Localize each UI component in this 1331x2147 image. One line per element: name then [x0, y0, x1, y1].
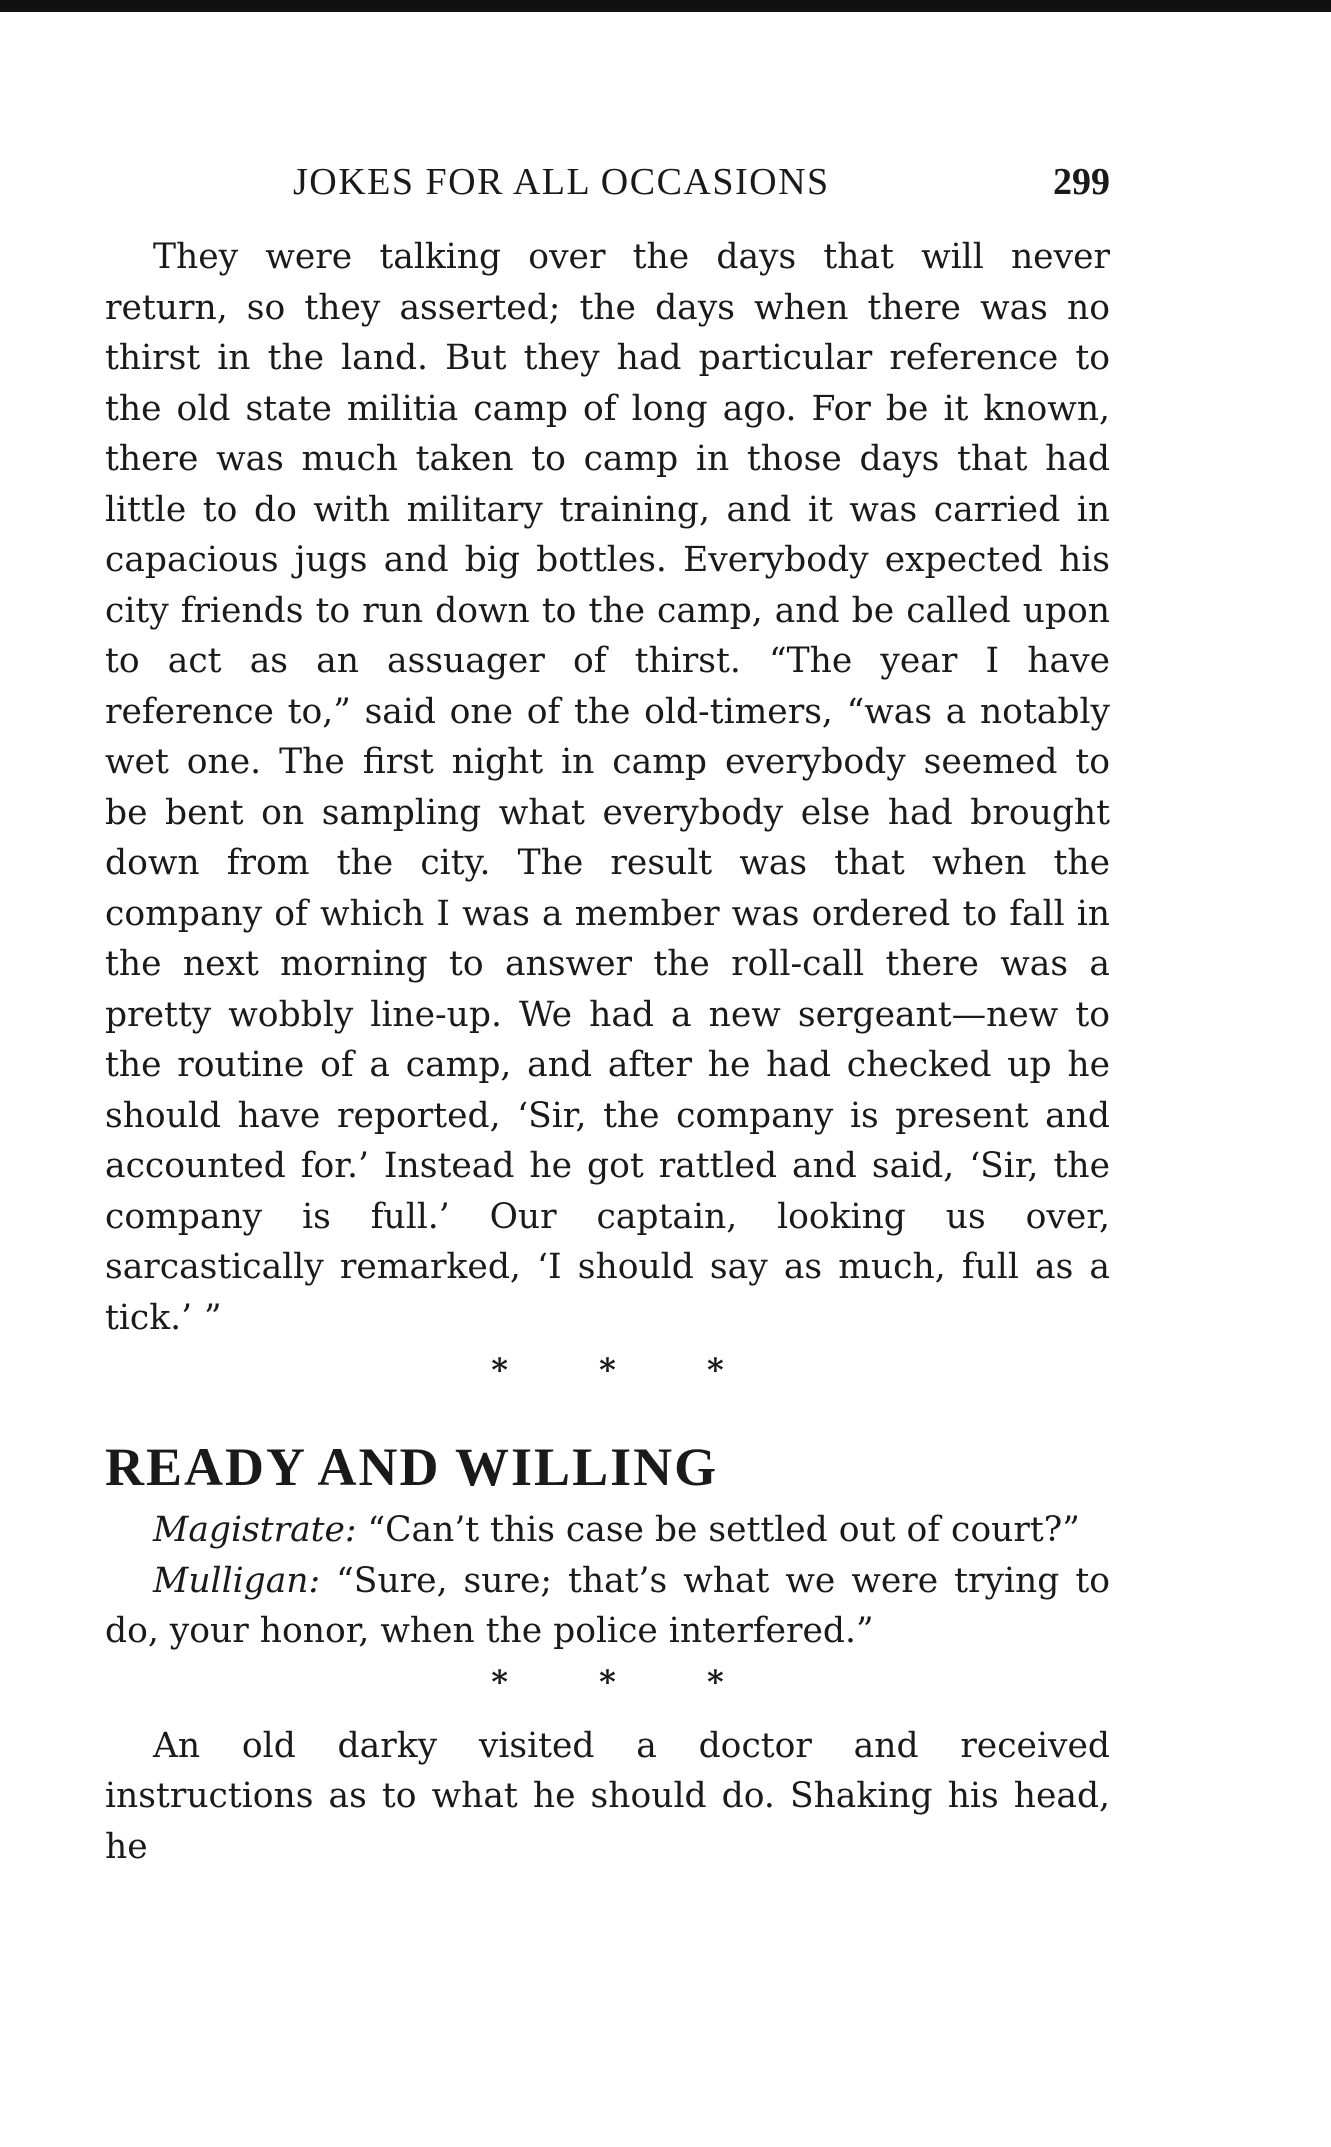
dialogue-text: “Can’t this case be settled out of court?”: [367, 1510, 1080, 1550]
section-separator: * * *: [491, 1351, 764, 1389]
speaker-label: Mulligan:: [153, 1560, 321, 1601]
paragraph-old-timers: They were talking over the days that will never return, so they asserted; the days when there was no thirst in the land. But they had particular reference to the old state militia camp of long ago. For be it known, there was much taken to camp in those days that had little to do with military training, and it was carried in capacious jugs and big bottles. Everybody expected his city friends to run down to the camp, and be called upon to act as an assuager of thirst. “The year I have reference to,” said one of the old-timers, “was a notably wet one. The first night in camp everybody seemed to be bent on sampling what everybody else had brought down from the city. The result was that when the company of which I was a member was ordered to fall in the next morning to answer the roll-call there was a pretty wobbly line-up. We had a new sergeant—new to the routine of a camp, and after he had checked up he should have reported, ‘Sir, the company is present and accounted for.’ Instead he got rattled and said, ‘Sir, the company is full.’ Our captain, looking us over, sarcastically remarked, ‘I should say as much, full as a tick.’ ”: [105, 237, 1110, 1338]
page-number: 299: [1053, 161, 1110, 203]
book-page: [105, 150, 1110, 1872]
section-heading: READY AND WILLING: [105, 1437, 719, 1497]
speaker-label: Magistrate:: [153, 1510, 357, 1550]
section-separator: * * *: [491, 1662, 764, 1701]
dialogue-line: [105, 1505, 1110, 1556]
running-head: [105, 150, 1110, 214]
paragraph-old-darky: An old darky visited a doctor and received instructions as to what he should do. Shaking his head, he: [105, 1725, 1110, 1867]
running-head-title: JOKES FOR ALL OCCASIONS: [293, 161, 830, 203]
dialogue-line: [105, 1556, 1110, 1657]
top-edge-rule: [0, 0, 1331, 12]
dialogue-text: “Sure, sure; that’s what we were trying to do, your honor, when the police interfered.”: [105, 1560, 1111, 1651]
